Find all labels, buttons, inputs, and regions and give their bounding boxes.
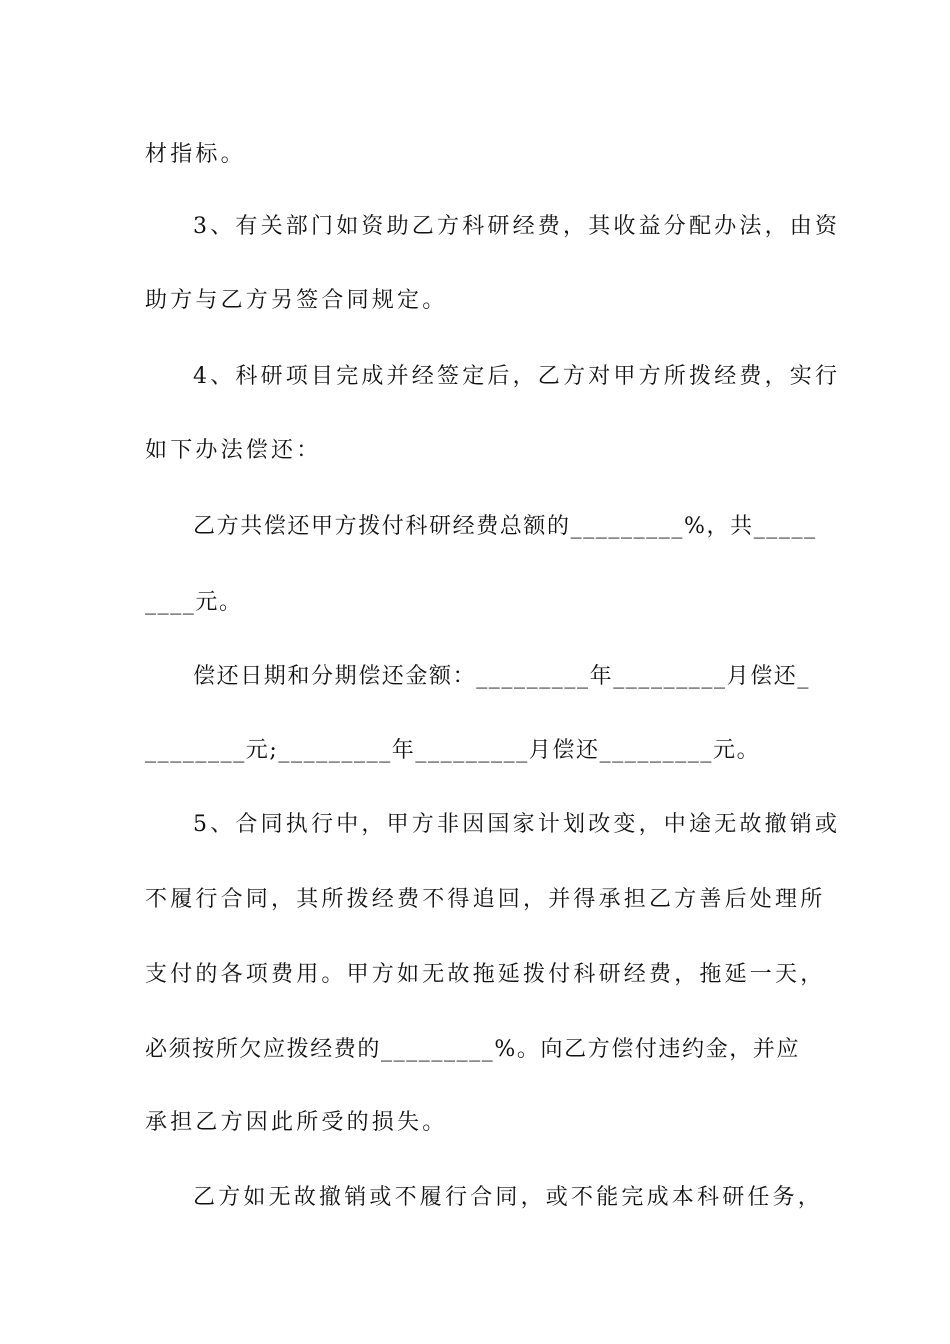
text-line-7: ____元。 <box>145 590 243 615</box>
text-line-10: 5、合同执行中，甲方非因国家计划改变，中途无故撤销或 <box>193 812 841 837</box>
text-line-2: 3、有关部门如资助乙方科研经费，其收益分配办法，由资 <box>193 214 841 239</box>
text-line-6: 乙方共偿还甲方拨付科研经费总额的_________%，共_____ <box>193 514 817 539</box>
text-line-12: 支付的各项费用。甲方如无故拖延拨付科研经费，拖延一天， <box>145 962 826 987</box>
text-line-9: ________元;_________年_________月偿还_________元。 <box>145 738 761 763</box>
text-line-14: 承担乙方因此所受的损失。 <box>145 1110 448 1135</box>
text-line-1: 材指标。 <box>145 142 246 167</box>
text-line-11: 不履行合同，其所拨经费不得追回，并得承担乙方善后处理所 <box>145 887 826 912</box>
text-line-5: 如下办法偿还： <box>145 438 322 463</box>
text-line-15: 乙方如无故撤销或不履行合同，或不能完成本科研任务， <box>193 1185 824 1210</box>
text-line-8: 偿还日期和分期偿还金额：_________年_________月偿还_ <box>193 664 811 689</box>
text-line-3: 助方与乙方另签合同规定。 <box>145 288 448 313</box>
text-line-4: 4、科研项目完成并经签定后，乙方对甲方所拨经费，实行 <box>193 364 841 389</box>
text-line-13: 必须按所欠应拨经费的_________%。向乙方偿付违约金，并应 <box>145 1037 801 1062</box>
